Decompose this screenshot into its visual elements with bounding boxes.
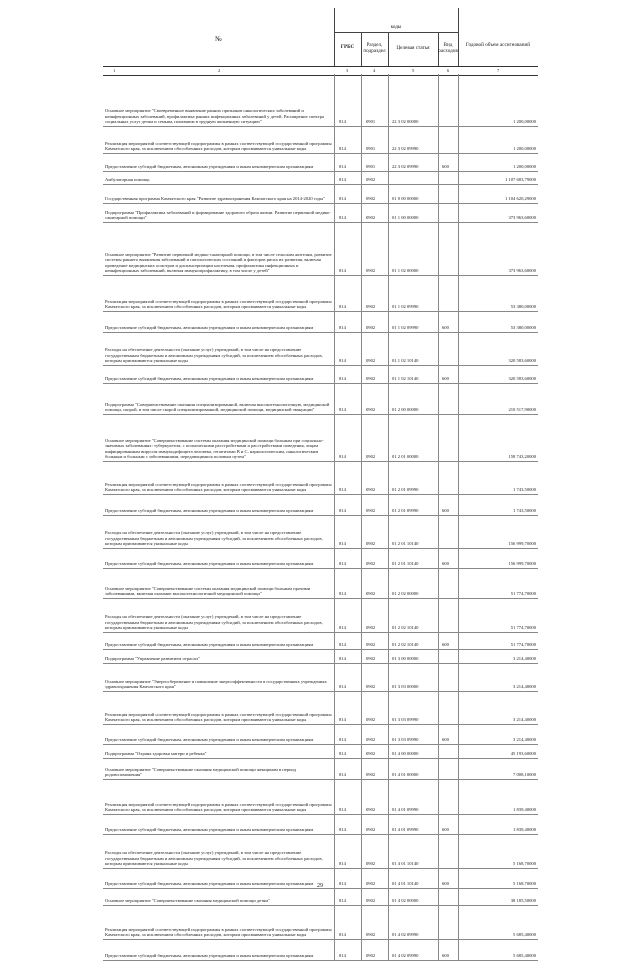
row-description: Основное мероприятие "Развитие первичной медико-санитарной помощи, в том числе сельским жителям, развитие системы раннего выявления заболеваний и патологических состояний и факторов риска их развития, включая проведение медицинских осмотров и диспансеризации населения, профилактика инфекционных и неинфекционных заболеваний, включая иммунопрофилактику, в том числе у детей"	[105, 251, 332, 274]
col-num-2: 2	[218, 68, 221, 73]
row-section: 0902	[366, 642, 376, 648]
row-section: 0902	[366, 737, 376, 743]
row-description: Предоставление субсидий бюджетным, автономным учреждениям и иным некоммерческим организациям	[105, 881, 314, 887]
row-section: 0901	[366, 119, 376, 125]
table-row	[103, 415, 538, 462]
row-target-article: 01 3 03 00000	[392, 684, 419, 690]
row-amount: 53 380,00000	[510, 304, 536, 310]
row-target-article: 01 4 00 00000	[392, 751, 419, 757]
row-grbs: 814	[339, 561, 346, 567]
row-grbs: 814	[339, 268, 346, 274]
row-section: 0901	[366, 146, 376, 152]
row-description: Государственная программа Камчатского края "Развитие здравоохранения Камчатского края на 2014-2020 годы"	[105, 196, 326, 202]
row-grbs: 814	[339, 487, 346, 493]
row-description: Подпрограмма "Совершенствование оказания специализированной, включая высокотехнологичную, медицинской помощи, скорой, в том числе скорой специализированной, медицинской помощи, медицинской эвакуации"	[105, 401, 330, 413]
row-target-article: 01 4 01 09990	[392, 807, 419, 813]
row-grbs: 814	[339, 642, 346, 648]
row-grbs: 814	[339, 164, 346, 170]
table-row	[103, 185, 538, 204]
row-description: Амбулаторная помощь	[105, 177, 150, 183]
row-grbs: 814	[339, 376, 346, 382]
row-target-article: 01 3 00 00000	[392, 656, 419, 662]
row-target-article: 01 4 02 09990	[392, 932, 419, 938]
row-description: Предоставление субсидий бюджетным, автономным учреждениям и иным некоммерческим организациям	[105, 642, 314, 648]
row-target-article: 01 2 02 10140	[392, 642, 419, 648]
row-section: 0902	[366, 591, 376, 597]
table-row	[103, 759, 538, 780]
row-amount: 51 774,70000	[510, 591, 536, 597]
row-target-article: 01 2 01 09990	[392, 487, 419, 493]
table-header	[103, 8, 538, 67]
table-row	[103, 312, 538, 333]
row-amount: 320 583,60000	[508, 358, 536, 364]
row-amount: 1 839,40000	[513, 827, 536, 833]
row-section: 0902	[366, 325, 376, 331]
table-row	[103, 276, 538, 312]
row-grbs: 814	[339, 827, 346, 833]
col-num-1: 1	[113, 68, 116, 73]
table-row	[103, 516, 538, 549]
row-description: Основное мероприятие "Совершенствование системы оказания медицинской помощи больным прочими заболеваниями, включая оказание высокотехнологичной медицинской помощи"	[105, 585, 311, 597]
row-expense-type: 600	[442, 737, 449, 743]
row-amount: 38 185,50000	[510, 898, 536, 904]
table-row	[103, 692, 538, 725]
table-row	[103, 633, 538, 650]
row-expense-type: 600	[442, 325, 449, 331]
row-grbs: 814	[339, 454, 346, 460]
row-grbs: 814	[339, 932, 346, 938]
row-target-article: 01 4 02 09990	[392, 953, 419, 959]
row-amount: 1 104 620,29000	[504, 196, 536, 202]
table-row	[103, 76, 538, 127]
row-target-article: 01 2 02 00000	[392, 591, 419, 597]
col-section-header: Раздел, подраздел	[363, 42, 386, 54]
row-target-article: 01 2 01 10140	[392, 561, 419, 567]
row-grbs: 814	[339, 717, 346, 723]
row-expense-type: 600	[442, 642, 449, 648]
row-section: 0902	[366, 684, 376, 690]
row-description: Предоставление субсидий бюджетным, автономным учреждениям и иным некоммерческим организациям	[105, 508, 314, 514]
row-grbs: 814	[339, 591, 346, 597]
col-target-header: Целевая статья	[396, 45, 430, 51]
row-section: 0902	[366, 861, 376, 867]
row-description: Реализация мероприятий соответствующей подпрограммы в рамках соответствующей государственной программы Камчатского края, за исключением обособленных расходов, которым присваиваются уникальные коды	[105, 801, 332, 813]
row-description: Предоставление субсидий бюджетным, автономным учреждениям и иным некоммерческим организациям	[105, 827, 314, 833]
row-grbs: 814	[339, 358, 346, 364]
row-section: 0902	[366, 407, 376, 413]
table-row	[103, 569, 538, 599]
col-num-4: 4	[373, 68, 376, 73]
row-amount: 53 380,00000	[510, 325, 536, 331]
table-row	[103, 835, 538, 869]
col-num-6: 6	[447, 68, 450, 73]
row-amount: 7 008,10000	[513, 772, 536, 778]
row-target-article: 01 0 00 00000	[392, 196, 419, 202]
row-target-article: 01 1 02 10140	[392, 358, 419, 364]
table-row	[103, 366, 538, 384]
table-row	[103, 333, 538, 366]
row-description: Расходы на обеспечение деятельности (оказание услуг) учреждений, в том числе на предоставление государственным бюджетным и автономным учреждениям субсидий, за исключением обособленных расходов, которым присваиваются уникальные коды	[105, 614, 323, 631]
col-num-5: 5	[412, 68, 415, 73]
table-row	[103, 172, 538, 185]
row-description: Предоставление субсидий бюджетным, автономным учреждениям и иным некоммерческим организациям	[105, 325, 314, 331]
row-grbs: 814	[339, 325, 346, 331]
row-section: 0902	[366, 807, 376, 813]
row-target-article: 01 2 01 10140	[392, 541, 419, 547]
row-section: 0902	[366, 376, 376, 382]
row-grbs: 814	[339, 737, 346, 743]
row-amount: 3 214,40000	[513, 656, 536, 662]
row-section: 0902	[366, 772, 376, 778]
row-grbs: 814	[339, 953, 346, 959]
row-grbs: 814	[339, 881, 346, 887]
row-description: Предоставление субсидий бюджетным, автономным учреждениям и иным некоммерческим организациям	[105, 953, 314, 959]
row-section: 0902	[366, 304, 376, 310]
row-description: Основное мероприятие "Совершенствование системы оказания медицинской помощи больным при социально-значимых заболеваниях: туберкулезом, с психическими расстройствами и расстройствами поведения, лицам инфицированным вирусом иммунодефицита человека, гепатитами B и C, наркологическим, онкологическим больным и больным с заболеваниями, передающимися половым путем"	[105, 437, 324, 460]
row-target-article: 01 1 02 00000	[392, 268, 419, 274]
row-section: 0902	[366, 541, 376, 547]
table-row	[103, 664, 538, 692]
row-description: Реализация мероприятий соответствующей подпрограммы в рамках соответствующей государственной программы Камчатского края, за исключением обособленных расходов, которым присваиваются уникальные коды	[105, 926, 332, 938]
row-amount: 1 107 683,79000	[504, 177, 536, 183]
row-section: 0902	[366, 358, 376, 364]
row-section: 0902	[366, 561, 376, 567]
row-section: 0902	[366, 656, 376, 662]
row-expense-type: 600	[442, 164, 449, 170]
row-grbs: 814	[339, 772, 346, 778]
row-grbs: 814	[339, 898, 346, 904]
row-expense-type: 600	[442, 881, 449, 887]
row-amount: 156 999,70000	[508, 561, 536, 567]
row-section: 0902	[366, 454, 376, 460]
col-total-header: Годовой объем ассигнований	[465, 42, 531, 48]
row-amount: 1 743,50000	[513, 487, 536, 493]
row-amount: 373 963,60000	[508, 215, 536, 221]
row-section: 0902	[366, 881, 376, 887]
row-description: Предоставление субсидий бюджетным, автономным учреждениям и иным некоммерческим организациям	[105, 376, 314, 382]
row-target-article: 01 4 01 10140	[392, 881, 419, 887]
row-description: Предоставление субсидий бюджетным, автономным учреждениям и иным некоммерческим организациям	[105, 164, 314, 170]
row-target-article: 01 2 01 09990	[392, 508, 419, 514]
row-target-article: 01 3 03 09990	[392, 737, 419, 743]
row-description: Основное мероприятие "Совершенствование оказания медицинской помощи детям"	[105, 898, 271, 904]
row-description: Реализация мероприятий соответствующей подпрограммы в рамках соответствующей государственной программы Камчатского края, за исключением обособленных расходов, которым присваиваются уникальные коды	[105, 140, 332, 152]
row-target-article: 01 4 01 10140	[392, 861, 419, 867]
row-grbs: 814	[339, 625, 346, 631]
table-row	[103, 495, 538, 516]
row-section: 0902	[366, 898, 376, 904]
row-section: 0902	[366, 487, 376, 493]
table-row	[103, 780, 538, 815]
row-description: Основное мероприятие "Своевременное выявление ранних признаков онкологических заболеваний и неинфекционных заболеваний, профилактика ранних инфекционных заболеваний у детей. Расширение спектра социальных услуг детям и семьям, попавшим в трудную жизненную ситуацию"	[105, 108, 324, 125]
row-amount: 1 200,00000	[513, 146, 536, 152]
col-type-header: Вид расходов	[438, 42, 458, 54]
row-amount: 1 200,00000	[513, 164, 536, 170]
number-sign-header: №	[215, 35, 222, 43]
row-section: 0902	[366, 268, 376, 274]
row-amount: 373 963,60000	[508, 268, 536, 274]
row-target-article: 01 1 02 09990	[392, 325, 419, 331]
row-target-article: 01 1 02 10140	[392, 376, 419, 382]
row-expense-type: 600	[442, 508, 449, 514]
row-description: Расходы на обеспечение деятельности (оказание услуг) учреждений, в том числе на предоставление государственным бюджетным и автономным учреждениям субсидий, за исключением обособленных расходов, которым присваиваются уникальные коды	[105, 347, 323, 364]
row-grbs: 814	[339, 304, 346, 310]
row-grbs: 814	[339, 177, 346, 183]
table-row	[103, 650, 538, 664]
row-description: Основное мероприятие "Совершенствование оказания медицинской помощи женщинам в период родовспоможения"	[105, 766, 297, 778]
table-row	[103, 223, 538, 276]
row-target-article: 22 3 02 09990	[392, 164, 419, 170]
col-num-3: 3	[346, 68, 349, 73]
row-grbs: 814	[339, 861, 346, 867]
row-amount: 51 774,70000	[510, 642, 536, 648]
row-target-article: 01 3 03 09990	[392, 717, 419, 723]
row-description: Реализация мероприятий соответствующей подпрограммы в рамках соответствующей государственной программы Камчатского края, за исключением обособленных расходов, которым присваиваются уникальные коды	[105, 711, 332, 723]
row-grbs: 814	[339, 684, 346, 690]
row-section: 0902	[366, 215, 376, 221]
row-amount: 320 583,60000	[508, 376, 536, 382]
table-row	[103, 940, 538, 961]
col-num-7: 7	[497, 68, 500, 73]
row-target-article: 01 1 00 00000	[392, 215, 419, 221]
row-amount: 210 517,90000	[508, 407, 536, 413]
row-target-article: 01 4 02 00000	[392, 898, 419, 904]
row-section: 0902	[366, 953, 376, 959]
table-row	[103, 725, 538, 745]
row-expense-type: 600	[442, 561, 449, 567]
row-amount: 156 999,70000	[508, 541, 536, 547]
row-description: Расходы на обеспечение деятельности (оказание услуг) учреждений, в том числе на предоставление государственным бюджетным и автономным учреждениям субсидий, за исключением обособленных расходов, которым присваиваются уникальные коды	[105, 530, 323, 547]
row-description: Подпрограмма "Профилактика заболеваний и формирование здорового образа жизни. Развитие первичной медико-санитарной помощи"	[105, 209, 331, 221]
row-amount: 5 168,70000	[513, 881, 536, 887]
row-amount: 5 685,40000	[513, 932, 536, 938]
row-description: Реализация мероприятий соответствующей подпрограммы в рамках соответствующей государственной программы Камчатского края, за исключением обособленных расходов, которым присваиваются уникальные коды	[105, 481, 332, 493]
row-section: 0902	[366, 508, 376, 514]
row-description: Основное мероприятие "Энергосбережение и повышение энергоэффективности в государственных учреждениях здравоохранения Камчатского края"	[105, 678, 327, 690]
col-grbs-header: ГРБС	[340, 44, 355, 50]
row-target-article: 01 2 02 10140	[392, 625, 419, 631]
row-description: Подпрограмма "Управление развитием отрасли"	[105, 656, 200, 662]
row-amount: 158 743,20000	[508, 454, 536, 460]
row-section: 0902	[366, 625, 376, 631]
row-target-article: 01 2 01 00000	[392, 454, 419, 460]
table-body	[103, 76, 538, 961]
row-grbs: 814	[339, 751, 346, 757]
row-amount: 3 214,40000	[513, 717, 536, 723]
row-grbs: 814	[339, 807, 346, 813]
row-target-article: 01 2 00 00000	[392, 407, 419, 413]
row-target-article: 01 4 01 00000	[392, 772, 419, 778]
row-grbs: 814	[339, 541, 346, 547]
row-target-article: 22 3 02 00000	[392, 119, 419, 125]
row-target-article: 22 3 02 09990	[392, 146, 419, 152]
row-description: Предоставление субсидий бюджетным, автономным учреждениям и иным некоммерческим организациям	[105, 561, 314, 567]
row-amount: 1 743,50000	[513, 508, 536, 514]
row-grbs: 814	[339, 407, 346, 413]
table-row	[103, 815, 538, 835]
table-row	[103, 599, 538, 633]
row-expense-type: 600	[442, 827, 449, 833]
row-description: Расходы на обеспечение деятельности (оказание услуг) учреждений, в том числе на предоставление государственным бюджетным и автономным учреждениям субсидий, за исключением обособленных расходов, которым присваиваются уникальные коды	[105, 850, 323, 867]
row-description: Реализация мероприятий соответствующей подпрограммы в рамках соответствующей государственной программы Камчатского края, за исключением обособленных расходов, которым присваиваются уникальные коды	[105, 298, 332, 310]
row-amount: 3 214,40000	[513, 684, 536, 690]
table-row	[103, 906, 538, 940]
budget-table	[103, 8, 538, 961]
row-grbs: 814	[339, 508, 346, 514]
table-row	[103, 154, 538, 172]
row-section: 0902	[366, 177, 376, 183]
row-target-article: 01 4 01 09990	[392, 827, 419, 833]
row-amount: 5 685,40000	[513, 953, 536, 959]
page-number: 29	[317, 883, 323, 889]
row-amount: 51 774,70000	[510, 625, 536, 631]
row-target-article: 01 1 02 09990	[392, 304, 419, 310]
row-description: Предоставление субсидий бюджетным, автономным учреждениям и иным некоммерческим организациям	[105, 737, 314, 743]
table-row	[103, 549, 538, 569]
row-grbs: 814	[339, 656, 346, 662]
table-row	[103, 462, 538, 495]
table-row	[103, 127, 538, 154]
table-row	[103, 384, 538, 415]
codes-caption: коды	[390, 24, 402, 30]
row-expense-type: 600	[442, 953, 449, 959]
row-grbs: 814	[339, 196, 346, 202]
table-row	[103, 745, 538, 759]
row-grbs: 814	[339, 119, 346, 125]
row-section: 0902	[366, 751, 376, 757]
row-section: 0902	[366, 717, 376, 723]
table-row	[103, 204, 538, 223]
row-amount: 45 193,60000	[510, 751, 536, 757]
row-amount: 1 839,40000	[513, 807, 536, 813]
column-numbers-row	[103, 67, 538, 76]
row-expense-type: 600	[442, 376, 449, 382]
row-section: 0902	[366, 196, 376, 202]
row-amount: 3 214,40000	[513, 737, 536, 743]
row-section: 0902	[366, 932, 376, 938]
table-row	[103, 889, 538, 906]
row-section: 0902	[366, 827, 376, 833]
row-amount: 1 200,00000	[513, 119, 536, 125]
row-grbs: 814	[339, 215, 346, 221]
row-section: 0901	[366, 164, 376, 170]
row-grbs: 814	[339, 146, 346, 152]
row-amount: 5 168,70000	[513, 861, 536, 867]
row-description: Подпрограмма "Охрана здоровья матери и ребенка"	[105, 751, 207, 757]
